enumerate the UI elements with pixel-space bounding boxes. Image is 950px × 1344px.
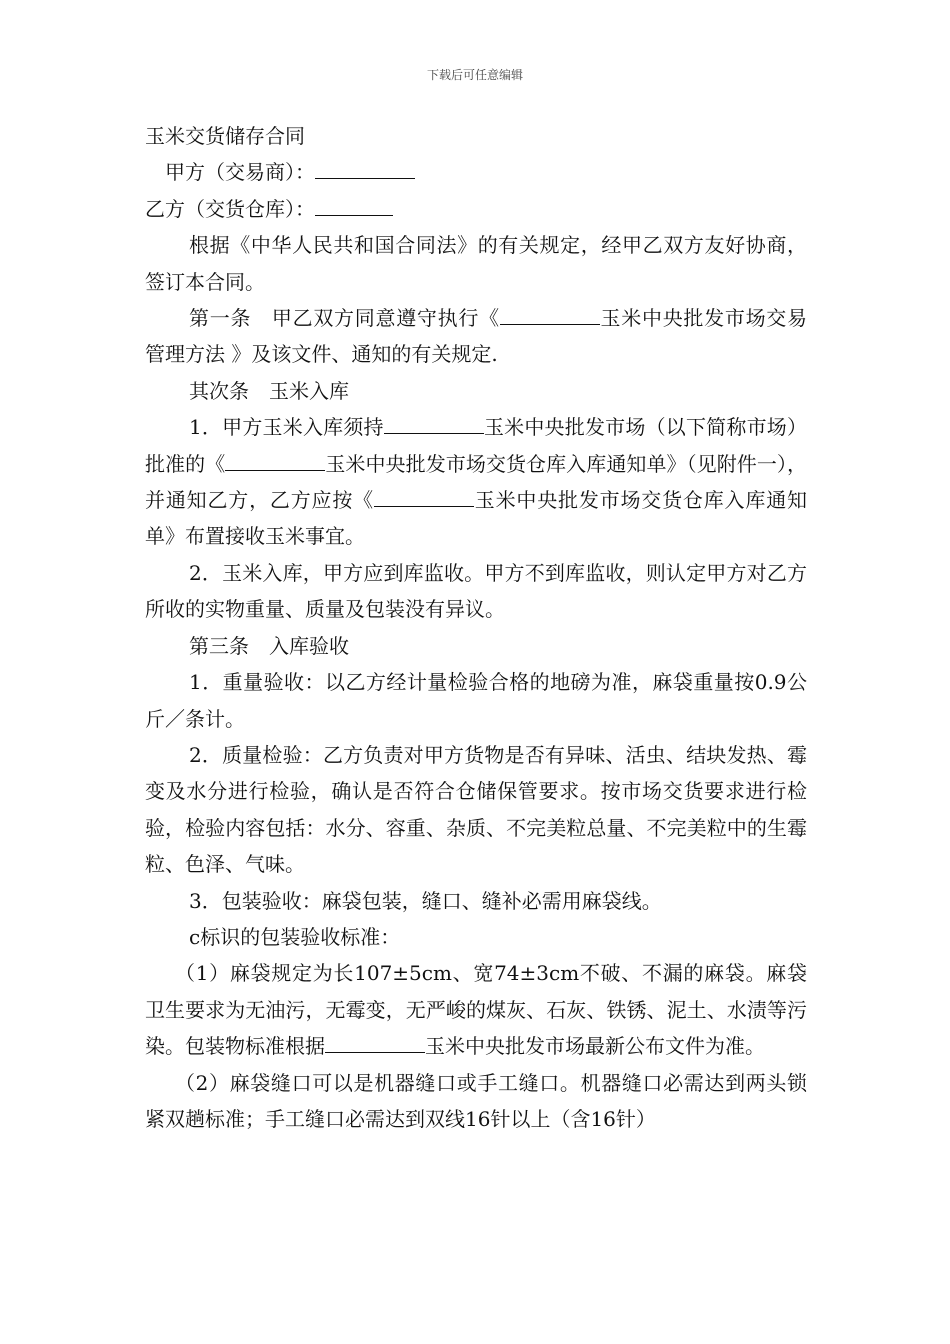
article-2-1-blank-3 <box>374 484 474 507</box>
article-3-c-heading: c标识的包装验收标准： <box>189 924 401 949</box>
article-3-c1-blank <box>325 1030 425 1053</box>
page-header: 下载后可任意编辑 <box>426 68 523 82</box>
article-3-c1-text-a: （1）麻袋规定为长107±5cm、宽74±3cm不破、不漏的麻袋。麻袋卫生要求为无油污，无霉变，无严峻的煤灰、石灰、铁锈、泥土、水渍等污染。包装物标准根据 <box>145 961 807 1059</box>
article-1 <box>145 300 807 373</box>
article-1-text-a: 第一条 甲乙双方同意遵守执行《 <box>189 306 500 331</box>
article-2-1-blank-2 <box>225 448 325 471</box>
party-a-line <box>145 154 807 190</box>
article-2-item-1 <box>145 409 807 555</box>
party-b-blank <box>315 193 393 216</box>
article-3-title: 第三条 入库验收 <box>189 633 349 658</box>
article-3-c-item-1 <box>145 955 807 1064</box>
party-a-blank <box>315 156 415 179</box>
article-2-1-text-b: 玉米中央批发市场（以下简称市场）批准的《 <box>145 415 807 476</box>
article-2-1-text-a: 1．甲方玉米入库须持 <box>189 415 384 440</box>
contract-title: 玉米交货储存合同 <box>145 124 305 148</box>
article-3-c-item-2: （2）麻袋缝口可以是机器缝口或手工缝口。机器缝口必需达到两头锁紧双趟标准；手工缝口必需达到双线16针以上（含16针） <box>145 1070 807 1131</box>
article-1-text-b: 玉米中央批发市场交易管理方法 》及该文件、通知的有关规定. <box>145 306 808 367</box>
article-3-item-3: 3．包装验收：麻袋包装，缝口、缝补必需用麻袋线。 <box>189 888 662 913</box>
intro-paragraph: 根据《中华人民共和国合同法》的有关规定，经甲乙双方友好协商，签订本合同。 <box>145 233 807 294</box>
article-2-1-text-d: 玉米中央批发市场交货仓库入库通知单》布置接收玉米事宜。 <box>145 488 808 549</box>
article-3-item-2: 2．质量检验：乙方负责对甲方货物是否有异味、活虫、结块发热、霉变及水分进行检验，确认是否符合仓储保管要求。按市场交货要求进行检验，检验内容包括：水分、容重、杂质、不完美粒总量、不完美粒中的生霉粒、色泽、气味。 <box>145 742 807 877</box>
party-a-label: 甲方（交易商）： <box>165 160 315 185</box>
party-b-line <box>145 191 807 227</box>
party-b-label: 乙方（交货仓库）： <box>145 196 315 221</box>
article-2-item-2: 2．玉米入库，甲方应到库监收。甲方不到库监收，则认定甲方对乙方所收的实物重量、质量及包装没有异议。 <box>145 560 807 622</box>
article-2-1-blank-1 <box>384 411 484 434</box>
article-2-1-text-c: 玉米中央批发市场交货仓库入库通知单》（见附件一），并通知乙方，乙方应按《 <box>145 451 808 513</box>
article-3-c1-text-b: 玉米中央批发市场最新公布文件为准。 <box>425 1034 765 1059</box>
document-body <box>145 118 807 1137</box>
article-3-item-1: 1．重量验收：以乙方经计量检验合格的地磅为准，麻袋重量按0.9公斤／条计。 <box>145 670 807 731</box>
article-1-blank <box>500 302 600 325</box>
article-2-title: 其次条 玉米入库 <box>189 378 349 403</box>
